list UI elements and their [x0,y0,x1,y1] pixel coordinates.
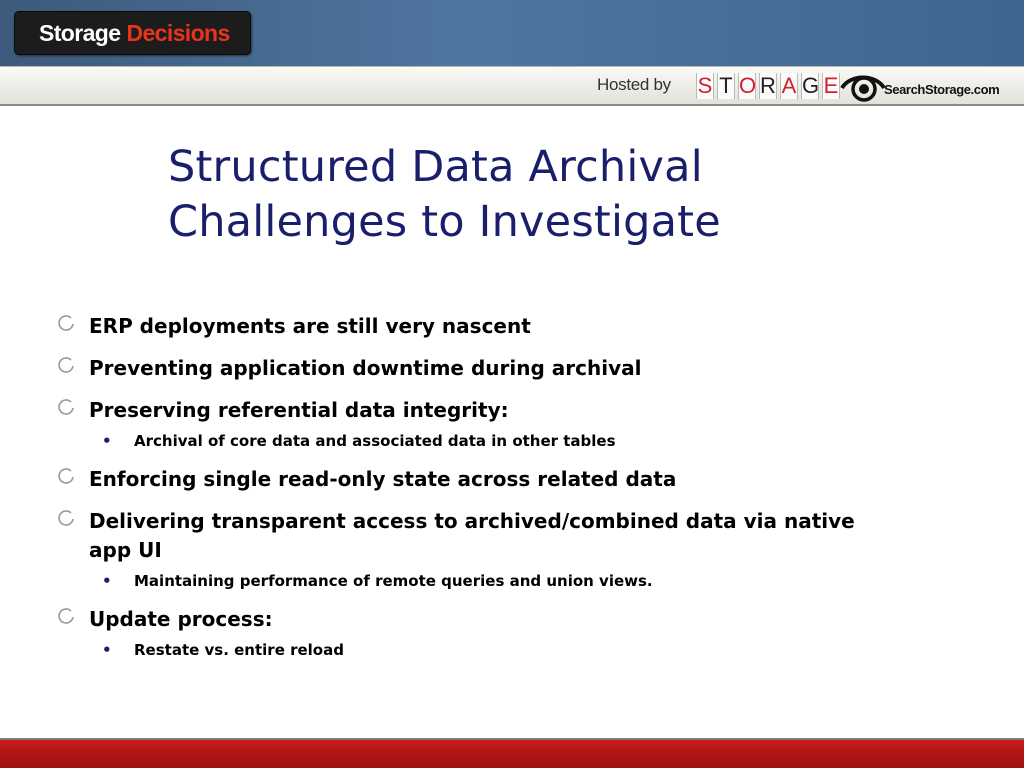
hosted-by-label: Hosted by [597,75,671,94]
bullet-item [89,354,909,383]
storage-logo-letter: R [760,73,776,98]
slide-title-line: Structured Data Archival [168,142,703,192]
bullet-text: Preventing application downtime during archival [89,356,642,380]
storage-decisions-logo [14,11,251,55]
bullet-item [89,465,909,494]
bullet-item [89,507,889,565]
eye-icon [840,72,886,104]
sub-bullet-item [102,571,934,591]
bullet-text: ERP deployments are still very nascent [89,314,531,338]
bullet-item [89,396,909,425]
ring-bullet-icon [58,315,75,332]
storage-logo-letter: O [739,73,757,98]
ring-bullet-icon [58,608,75,625]
sub-bullet-item [102,640,934,660]
sub-bullet-text: Restate vs. entire reload [134,641,344,659]
slide-title [168,140,928,250]
dot-bullet-icon: • [102,432,112,450]
bullet-text: Delivering transparent access to archived/combined data via native app UI [89,509,855,562]
bullet-item [89,605,909,634]
ring-bullet-icon [58,510,75,527]
bullet-text: Preserving referential data integrity: [89,398,509,422]
searchstorage-logo-text: SearchStorage.com [884,82,1000,97]
dot-bullet-icon: • [102,641,112,659]
storage-logo-letter: G [802,73,820,98]
storage-logo-letter: S [697,73,713,98]
storage-logo-letter: A [781,73,797,98]
bullet-item [89,312,909,341]
ring-bullet-icon [58,399,75,416]
dot-bullet-icon: • [102,572,112,590]
storage-magazine-logo [696,71,840,101]
slide-title-line: Challenges to Investigate [168,197,721,247]
ring-bullet-icon [58,357,75,374]
brand-word-decisions: Decisions [126,19,230,46]
brand-word-storage: Storage [39,19,121,46]
storage-logo-letter: T [717,73,735,99]
footer-bar [0,738,1024,768]
bullet-text: Enforcing single read-only state across related data [89,467,677,491]
bullet-text: Update process: [89,607,273,631]
ring-bullet-icon [58,468,75,485]
sub-bullet-text: Maintaining performance of remote queries and union views. [134,572,653,590]
sub-bullet-item [102,431,934,451]
storage-logo-letter: E [823,73,839,98]
sub-bullet-text: Archival of core data and associated data in other tables [134,432,616,450]
